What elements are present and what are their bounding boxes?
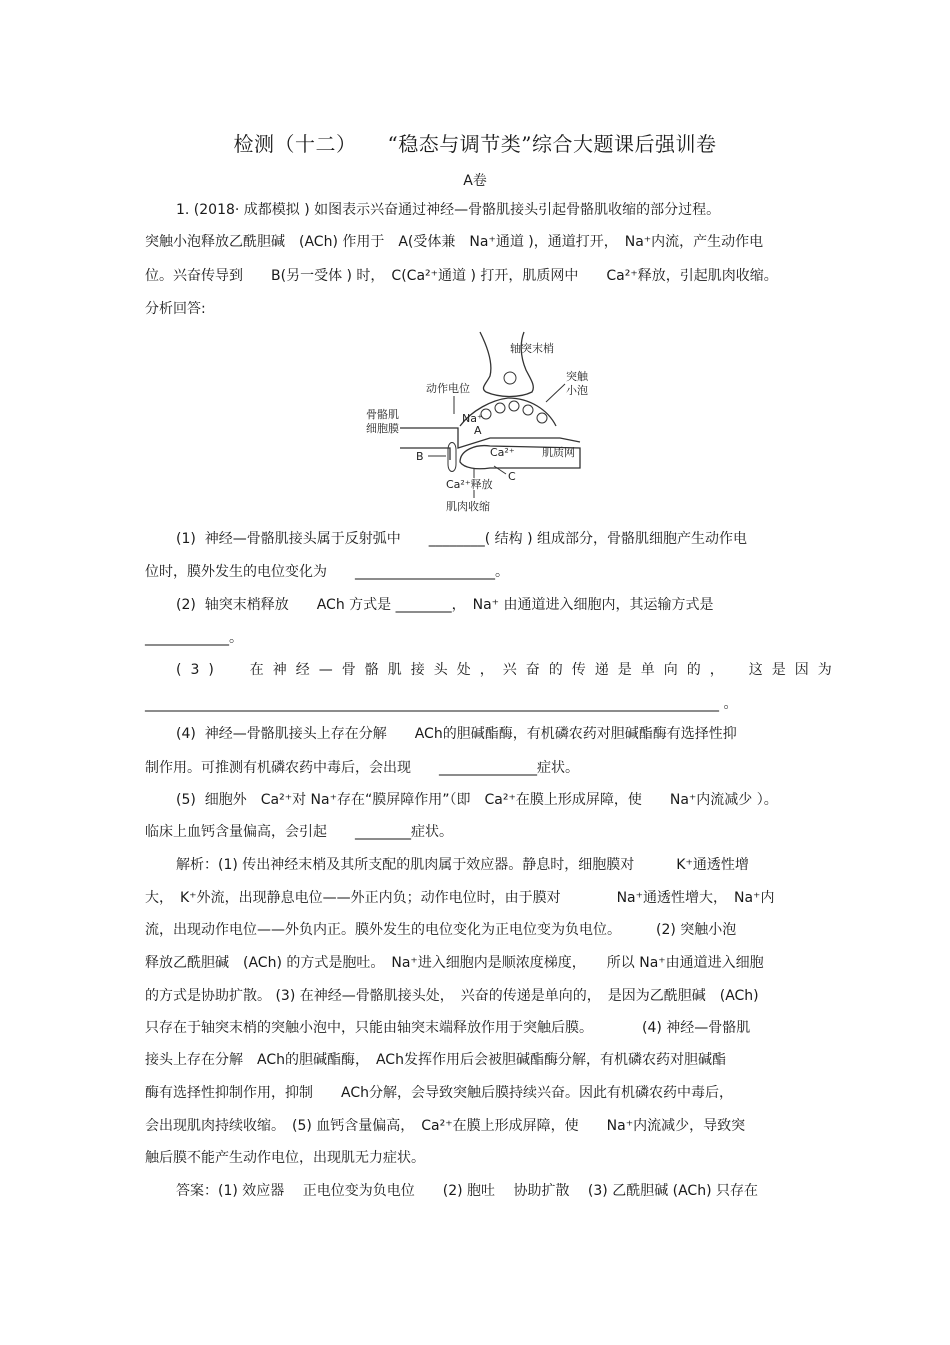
subquestion-line: __________________________________________________________________________________ 。 [145,696,738,712]
question-stem-line: 位。兴奋传导到 B(另一受体 ) 时， C(Ca²⁺通道 ) 打开，肌质网中 Ca²⁺释放，引起肌肉收缩。 [145,268,778,284]
subquestion-line: (3) 在神经—骨骼肌接头处，兴奋的传递是单向的， 这是因为 [176,662,841,678]
question-stem-line: 1. (2018· 成都模拟 ) 如图表示兴奋通过神经—骨骼肌接头引起骨骼肌收缩的部分过程。 [176,202,721,218]
subquestion-line: 位时，膜外发生的电位变化为 ____________________。 [145,564,509,580]
label-a: A [474,424,482,437]
analysis-line: 的方式是协助扩散。 (3) 在神经—骨骼肌接头处， 兴奋的传递是单向的， 是因为乙酰胆碱 (ACh) [145,988,759,1004]
label-membrane-2: 细胞膜 [366,422,399,435]
analysis-line: 酶有选择性抑制作用，抑制 ACh分解，会导致突触后膜持续兴奋。因此有机磷农药中毒后， [145,1085,733,1101]
vesicle-icon [537,413,547,423]
page-subtitle: A卷 [463,173,487,189]
subquestion-line: ____________。 [145,630,243,646]
vesicle-icon [509,401,519,411]
receptor-b-shape [448,443,456,472]
muscle-membrane [400,428,580,448]
analysis-line: 会出现肌肉持续收缩。 (5) 血钙含量偏高， Ca²⁺在膜上形成屏障，使 Na⁺内流减少，导致突 [145,1118,746,1134]
analysis-line: 只存在于轴突末梢的突触小泡中，只能由轴突末端释放作用于突触后膜。 (4) 神经—骨骼肌 [145,1020,751,1036]
label-vesicle-2: 小泡 [566,384,588,397]
question-stem-line: 分析回答: [145,301,206,317]
label-na: Na⁺ [462,412,483,425]
label-sr: 肌质网 [542,446,575,459]
label-ca-release: Ca²⁺释放 [446,478,493,491]
mitochondrion-icon [504,372,516,384]
label-b: B [416,450,424,463]
label-membrane-1: 骨骼肌 [366,408,399,421]
label-contraction: 肌肉收缩 [446,500,490,513]
label-action-potential: 动作电位 [426,382,470,395]
label-axon-terminal: 轴突末梢 [510,342,554,355]
analysis-line: 解析：(1) 传出神经末梢及其所支配的肌肉属于效应器。静息时，细胞膜对 K⁺通透性增 [176,857,749,873]
muscle-membrane-inner [400,448,450,460]
subquestion-line: (4) 神经—骨骼肌接头上存在分解 ACh的胆碱酯酶，有机磷农药对胆碱酯酶有选择性抑 [176,726,737,742]
analysis-line: 流，出现动作电位——外负内正。膜外发生的电位变化为正电位变为负电位。 (2) 突触小泡 [145,922,737,938]
label-vesicle-1: 突触 [566,370,588,383]
neuromuscular-junction-diagram [360,328,590,518]
question-stem-line: 突触小泡释放乙酰胆碱 (ACh) 作用于 A(受体兼 Na⁺通道 )，通道打开， Na⁺内流，产生动作电 [145,234,764,250]
subquestion-line: 临床上血钙含量偏高，会引起 ________症状。 [145,824,453,840]
label-ca: Ca²⁺ [490,446,515,459]
analysis-line: 释放乙酰胆碱 (ACh) 的方式是胞吐。 Na⁺进入细胞内是顺浓度梯度， 所以 Na⁺由通道进入细胞 [145,955,764,971]
analysis-line: 接头上存在分解 ACh的胆碱酯酶， ACh发挥作用后会被胆碱酯酶分解，有机磷农药对胆碱酯 [145,1052,726,1068]
vesicle-icon [523,405,533,415]
subquestion-line: (1) 神经—骨骼肌接头属于反射弧中 ________( 结构 ) 组成部分，骨骼肌细胞产生动作电 [176,531,748,547]
page-title: 检测（十二） “稳态与调节类”综合大题课后强训卷 [233,132,717,156]
label-c: C [508,470,516,483]
c-pointer-line [494,466,506,474]
answer-line: 答案：(1) 效应器 正电位变为负电位 (2) 胞吐 协助扩散 (3) 乙酰胆碱 (ACh) 只存在 [176,1183,758,1199]
subquestion-line: 制作用。可推测有机磷农药中毒后，会出现 ______________症状。 [145,760,579,776]
vesicle-pointer-line [546,384,565,402]
vesicle-icon [495,403,505,413]
subquestion-line: (2) 轴突末梢释放 ACh 方式是 ________， Na⁺ 由通道进入细胞内，其运输方式是 [176,597,714,613]
analysis-line: 触后膜不能产生动作电位，出现肌无力症状。 [145,1150,425,1166]
subquestion-line: (5) 细胞外 Ca²⁺对 Na⁺存在“膜屏障作用”（即 Ca²⁺在膜上形成屏障，使 Na⁺内流减少 ）。 [176,792,778,808]
analysis-line: 大， K⁺外流，出现静息电位——外正内负；动作电位时，由于膜对 Na⁺通透性增大， Na⁺内 [145,890,775,906]
